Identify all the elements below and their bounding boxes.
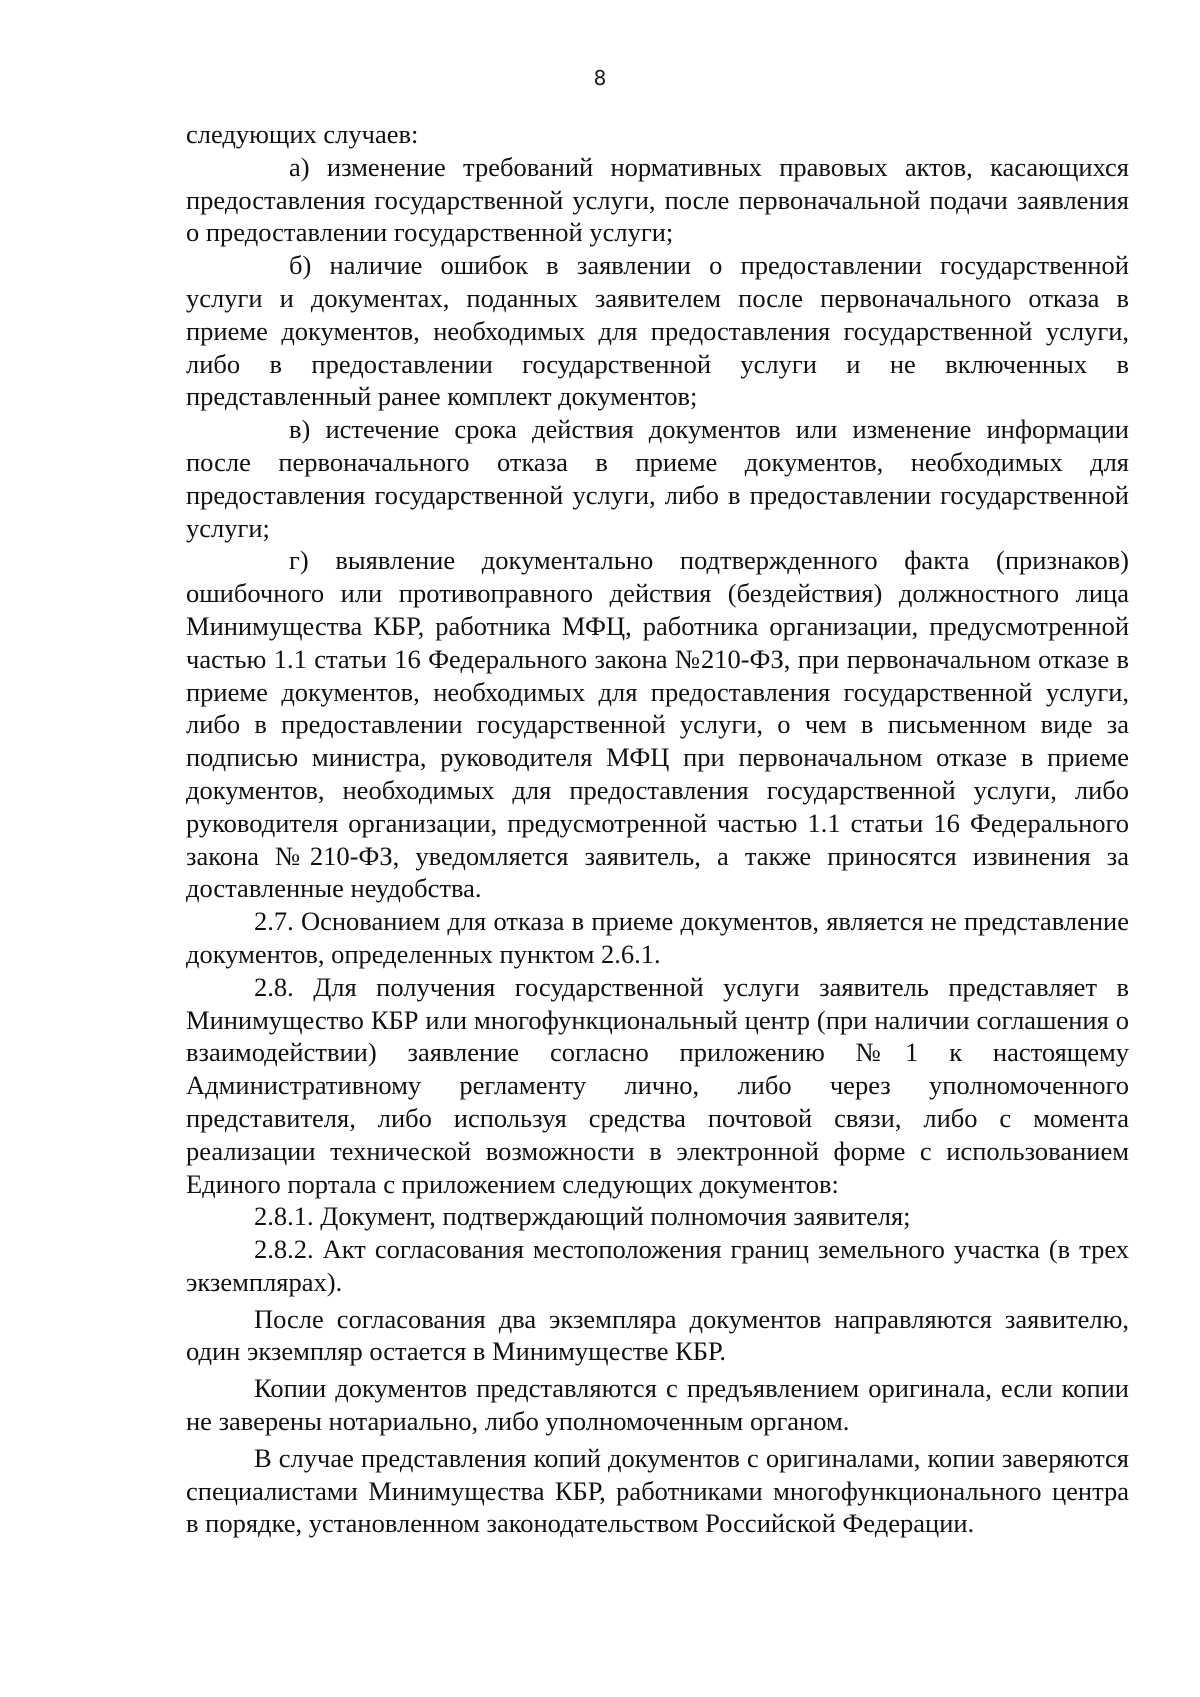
paragraph-certification: В случае представления копий документов с оригиналами, копии заверяются специалистами Минимущества КБР, работниками многофункционального центра в порядке, установленном законодательством Российской Федерации. [186, 1442, 1129, 1539]
paragraph-copies: Копии документов представляются с предъявлением оригинала, если копии не заверены нотариально, либо уполномоченным органом. [186, 1373, 1129, 1437]
paragraph-2-8-2: 2.8.2. Акт согласования местоположения границ земельного участка (в трех экземплярах). [186, 1234, 1129, 1297]
paragraph-item-b: б) наличие ошибок в заявлении о предоставлении государственной услуги и документах, поданных заявителем после первоначального отказа в приеме документов, необходимых для предоставления государственной услуги, либо в предоставлении государственной услуги и не включенных в представленный ранее комплект документов; [186, 250, 1129, 412]
paragraph-after-approval: После согласования два экземпляра документов направляются заявителю, один экземпляр остается в Минимуществе КБР. [186, 1303, 1129, 1367]
paragraph-item-v: в) истечение срока действия документов или изменение информации после первоначального отказа в приеме документов, необходимых для предоставления государственной услуги, либо в предоставлении государственной услуги; [186, 414, 1129, 543]
document-body [186, 118, 1129, 1540]
paragraph-intro: следующих случаев: [186, 119, 419, 149]
paragraph-2-8-1: 2.8.1. Документ, подтверждающий полномочия заявителя; [254, 1201, 911, 1232]
paragraph-item-a: а) изменение требований нормативных правовых актов, касающихся предоставления государственной услуги, после первоначальной подачи заявления о предоставлении государственной услуги; [186, 151, 1129, 248]
paragraph-2-7: 2.7. Основанием для отказа в приеме документов, является не представление документов, определенных пунктом 2.6.1. [186, 906, 1129, 969]
paragraph-item-g: г) выявление документально подтвержденного факта (признаков) ошибочного или противоправного действия (бездействия) должностного лица Минимущества КБР, работника МФЦ, работника организации, предусмотренной частью 1.1 статьи 16 Федерального закона №210-ФЗ, при первоначальном отказе в приеме документов, необходимых для предоставления государственной услуги, либо в предоставлении государственной услуги, о чем в письменном виде за подписью министра, руководителя МФЦ при первоначальном отказе в приеме документов, необходимых для предоставления государственной услуги, либо руководителя организации, предусмотренной частью 1.1 статьи 16 Федерального закона №210-ФЗ, уведомляется заявитель, а также приносятся извинения за доставленные неудобства. [186, 545, 1129, 904]
paragraph-2-8: 2.8. Для получения государственной услуги заявитель представляет в Минимущество КБР или многофункциональный центр (при наличии соглашения о взаимодействии) заявление согласно приложению №1 к настоящему Административному регламенту лично, либо через уполномоченного представителя, либо используя средства почтовой связи, либо с момента реализации технической возможности в электронной форме с использованием Единого портала с приложением следующих документов: [186, 971, 1129, 1199]
page-number: 8 [593, 66, 607, 90]
